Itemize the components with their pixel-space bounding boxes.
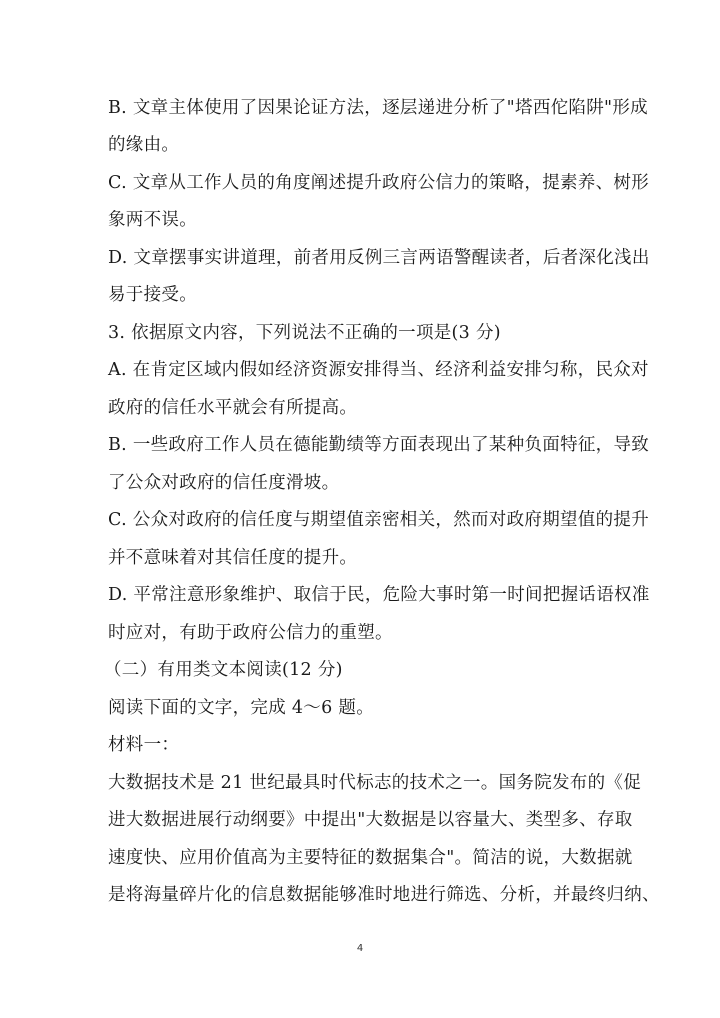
- question-heading: 3. 依据原文内容，下列说法不正确的一项是(3 分): [108, 323, 501, 343]
- text-line: 并不意味着对其信任度的提升。: [108, 548, 358, 568]
- section-heading: （二）有用类文本阅读(12 分): [104, 660, 343, 680]
- text-line: 速度快、应用价值高为主要特征的数据集合"。简洁的说，大数据就: [108, 848, 633, 868]
- text-line: 的缘由。: [108, 135, 180, 155]
- text-line: 大数据技术是 21 世纪最具时代标志的技术之一。国务院发布的《促: [108, 773, 641, 793]
- text-line: 政府的信任水平就会有所提高。: [108, 398, 358, 418]
- text-line: 是将海量碎片化的信息数据能够准时地进行筛选、分析，并最终归纳、: [108, 885, 660, 905]
- text-line: 进大数据进展行动纲要》中提出"大数据是以容量大、类型多、存取: [108, 810, 633, 830]
- text-line: B. 文章主体使用了因果论证方法，逐层递进分析了"塔西佗陷阱"形成: [108, 98, 648, 118]
- page-number: 4: [356, 943, 364, 954]
- text-line: A. 在肯定区域内假如经济资源安排得当、经济利益安排匀称，民众对: [108, 360, 649, 380]
- instruction-line: 阅读下面的文字，完成 4～6 题。: [108, 698, 374, 718]
- text-line: 易于接受。: [108, 285, 197, 305]
- text-line: 象两不误。: [108, 210, 197, 230]
- text-line: D. 文章摆事实讲道理，前者用反例三言两语警醒读者，后者深化浅出: [108, 248, 650, 268]
- text-line: B. 一些政府工作人员在德能勤绩等方面表现出了某种负面特征，导致: [108, 435, 650, 455]
- text-line: 了公众对政府的信任度滑坡。: [108, 473, 340, 493]
- text-line: 时应对，有助于政府公信力的重塑。: [108, 623, 393, 643]
- material-label: 材料一：: [108, 735, 180, 755]
- text-line: C. 公众对政府的信任度与期望值亲密相关，然而对政府期望值的提升: [108, 510, 649, 530]
- text-line: D. 平常注意形象维护、取信于民，危险大事时第一时间把握话语权准: [108, 585, 650, 605]
- text-line: C. 文章从工作人员的角度阐述提升政府公信力的策略，提素养、树形: [108, 173, 649, 193]
